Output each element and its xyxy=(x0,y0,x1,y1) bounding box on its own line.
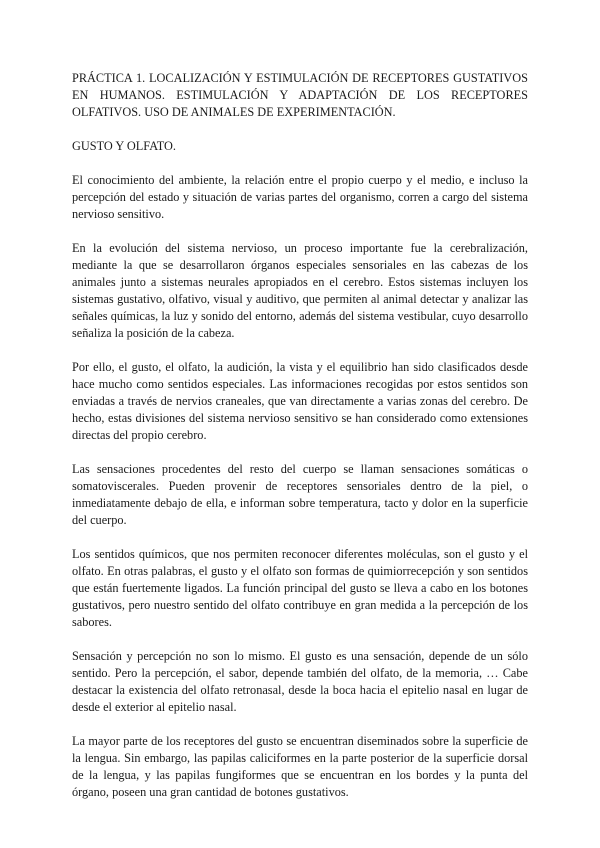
paragraph-6: Sensación y percepción no son lo mismo. El gusto es una sensación, depende de un sólo sentido. Pero la percepción, el sabor, depende también del olfato, de la memoria, … Cabe destacar la existencia del olfato retronasal, desde la boca hacia el epitelio nasal en lugar de desde el exterior al epitelio nasal. xyxy=(72,649,528,714)
paragraph-2: En la evolución del sistema nervioso, un proceso importante fue la cerebralización, mediante la que se desarrollaron órganos especiales sensoriales en las cabezas de los animales junto a sistemas neurales apropiados en el cerebro. Estos sistemas incluyen los sistemas gustativo, olfativo, visual y auditivo, que permiten al animal detectar y analizar las señales químicas, la luz y sonido del entorno, además del sistema vestibular, cuyo desarrollo señaliza la posición de la cabeza. xyxy=(72,241,528,340)
document-page xyxy=(72,70,528,801)
document-title: PRÁCTICA 1. LOCALIZACIÓN Y ESTIMULACIÓN DE RECEPTORES GUSTATIVOS EN HUMANOS. ESTIMULACIÓN Y ADAPTACIÓN DE LOS RECEPTORES OLFATIVOS. USO DE ANIMALES DE EXPERIMENTACIÓN. xyxy=(72,71,528,119)
paragraph-3: Por ello, el gusto, el olfato, la audición, la vista y el equilibrio han sido clasificados desde hace mucho como sentidos especiales. Las informaciones recogidas por estos sentidos son enviadas a través de nervios craneales, que van directamente a varias zonas del cerebro. De hecho, estas divisiones del sistema nervioso sensitivo se han considerado como extensiones directas del propio cerebro. xyxy=(72,360,528,442)
paragraph-5: Los sentidos químicos, que nos permiten reconocer diferentes moléculas, son el gusto y el olfato. En otras palabras, el gusto y el olfato son formas de quimiorrecepción y son sentidos que están fuertemente ligados. La función principal del gusto se lleva a cabo en los botones gustativos, pero nuestro sentido del olfato contribuye en gran medida a la percepción de los sabores. xyxy=(72,547,528,629)
section-heading: GUSTO Y OLFATO. xyxy=(72,139,176,153)
paragraph-7: La mayor parte de los receptores del gusto se encuentran diseminados sobre la superficie de la lengua. Sin embargo, las papilas caliciformes en la parte posterior de la superficie dorsal de la lengua, y las papilas fungiformes que se encuentran en los bordes y la punta del órgano, poseen una gran cantidad de botones gustativos. xyxy=(72,734,528,799)
paragraph-1: El conocimiento del ambiente, la relación entre el propio cuerpo y el medio, e incluso la percepción del estado y situación de varias partes del organismo, corren a cargo del sistema nervioso sensitivo. xyxy=(72,173,528,221)
paragraph-4: Las sensaciones procedentes del resto del cuerpo se llaman sensaciones somáticas o somatoviscerales. Pueden provenir de receptores sensoriales dentro de la piel, o inmediatamente debajo de ella, e informan sobre temperatura, tacto y dolor en la superficie del cuerpo. xyxy=(72,462,528,527)
